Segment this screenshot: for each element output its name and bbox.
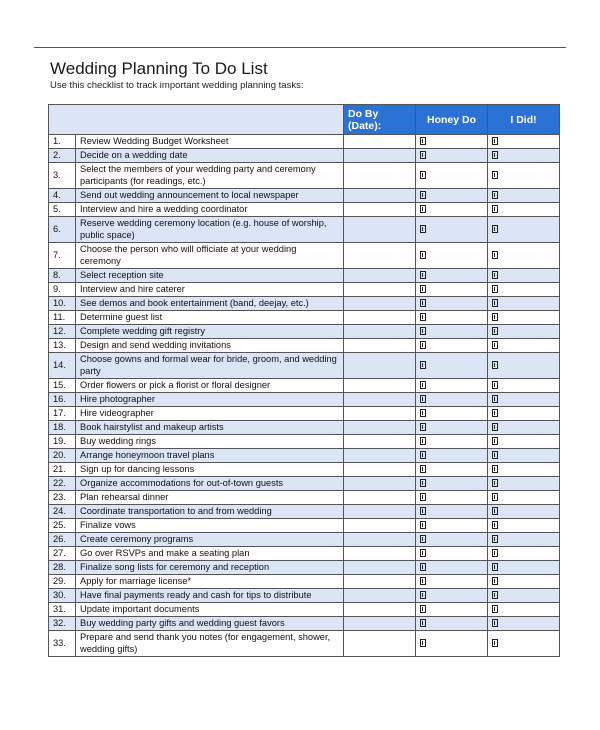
table-row [49, 269, 560, 283]
i-did-cell [488, 421, 560, 435]
task-number: 15. [49, 379, 76, 393]
do-by-date-cell[interactable] [344, 631, 416, 657]
task-number: 31. [49, 603, 76, 617]
table-row [49, 519, 560, 533]
do-by-date-cell[interactable] [344, 297, 416, 311]
task-number: 29. [49, 575, 76, 589]
table-row [49, 589, 560, 603]
honey-do-cell [416, 491, 488, 505]
i-did-checkbox-icon[interactable] [492, 409, 498, 417]
table-row [49, 449, 560, 463]
do-by-date-cell[interactable] [344, 379, 416, 393]
task-list [49, 135, 560, 657]
task-number: 26. [49, 533, 76, 547]
table-row [49, 203, 560, 217]
table-row [49, 297, 560, 311]
task-description: Choose the person who will officiate at your wedding ceremony [76, 243, 344, 269]
honey-do-checkbox-icon[interactable] [420, 535, 426, 543]
i-did-checkbox-icon[interactable] [492, 451, 498, 459]
honey-do-cell [416, 379, 488, 393]
do-by-date-cell[interactable] [344, 617, 416, 631]
i-did-cell [488, 477, 560, 491]
do-by-date-cell[interactable] [344, 203, 416, 217]
i-did-cell [488, 311, 560, 325]
task-description: Finalize song lists for ceremony and reception [76, 561, 344, 575]
honey-do-cell [416, 575, 488, 589]
task-description: Hire videographer [76, 407, 344, 421]
honey-do-cell [416, 269, 488, 283]
table-row [49, 533, 560, 547]
honey-do-checkbox-icon[interactable] [420, 271, 426, 279]
honey-do-cell [416, 547, 488, 561]
table-row [49, 561, 560, 575]
do-by-date-cell[interactable] [344, 491, 416, 505]
task-number: 20. [49, 449, 76, 463]
i-did-checkbox-icon[interactable] [492, 299, 498, 307]
i-did-cell [488, 325, 560, 339]
table-row [49, 617, 560, 631]
task-description: Send out wedding announcement to local newspaper [76, 189, 344, 203]
i-did-cell [488, 533, 560, 547]
honey-do-cell [416, 435, 488, 449]
task-number: 12. [49, 325, 76, 339]
honey-do-checkbox-icon[interactable] [420, 313, 426, 321]
do-by-date-cell[interactable] [344, 463, 416, 477]
i-did-checkbox-icon[interactable] [492, 591, 498, 599]
i-did-checkbox-icon[interactable] [492, 563, 498, 571]
i-did-checkbox-icon[interactable] [492, 423, 498, 431]
table-row [49, 463, 560, 477]
table-row [49, 407, 560, 421]
task-description: See demos and book entertainment (band, deejay, etc.) [76, 297, 344, 311]
honey-do-cell [416, 149, 488, 163]
do-by-date-cell[interactable] [344, 477, 416, 491]
honey-do-checkbox-icon[interactable] [420, 619, 426, 627]
task-number: 9. [49, 283, 76, 297]
i-did-cell [488, 339, 560, 353]
task-number: 21. [49, 463, 76, 477]
honey-do-cell [416, 533, 488, 547]
honey-do-cell [416, 311, 488, 325]
task-description: Prepare and send thank you notes (for engagement, shower, wedding gifts) [76, 631, 344, 657]
do-by-date-cell[interactable] [344, 533, 416, 547]
table-row [49, 379, 560, 393]
honey-do-checkbox-icon[interactable] [420, 361, 426, 369]
header-i-did: I Did! [488, 105, 560, 135]
task-description: Buy wedding rings [76, 435, 344, 449]
table-row [49, 491, 560, 505]
i-did-cell [488, 283, 560, 297]
honey-do-checkbox-icon[interactable] [420, 225, 426, 233]
honey-do-cell [416, 421, 488, 435]
do-by-date-cell[interactable] [344, 243, 416, 269]
i-did-checkbox-icon[interactable] [492, 605, 498, 613]
i-did-cell [488, 163, 560, 189]
i-did-cell [488, 491, 560, 505]
do-by-date-cell[interactable] [344, 449, 416, 463]
task-description: Review Wedding Budget Worksheet [76, 135, 344, 149]
i-did-cell [488, 379, 560, 393]
header-row [49, 105, 560, 135]
task-number: 32. [49, 617, 76, 631]
do-by-date-cell[interactable] [344, 561, 416, 575]
do-by-date-cell[interactable] [344, 269, 416, 283]
i-did-checkbox-icon[interactable] [492, 285, 498, 293]
task-description: Determine guest list [76, 311, 344, 325]
table-row [49, 547, 560, 561]
do-by-date-cell[interactable] [344, 575, 416, 589]
i-did-cell [488, 519, 560, 533]
i-did-cell [488, 575, 560, 589]
i-did-cell [488, 269, 560, 283]
table-row [49, 163, 560, 189]
table-row [49, 243, 560, 269]
do-by-date-cell[interactable] [344, 393, 416, 407]
honey-do-cell [416, 561, 488, 575]
i-did-checkbox-icon[interactable] [492, 191, 498, 199]
task-number: 5. [49, 203, 76, 217]
honey-do-checkbox-icon[interactable] [420, 465, 426, 473]
task-description: Decide on a wedding date [76, 149, 344, 163]
i-did-checkbox-icon[interactable] [492, 151, 498, 159]
honey-do-cell [416, 589, 488, 603]
honey-do-cell [416, 339, 488, 353]
task-description: Complete wedding gift registry [76, 325, 344, 339]
do-by-date-cell[interactable] [344, 163, 416, 189]
do-by-date-cell[interactable] [344, 217, 416, 243]
table-row [49, 217, 560, 243]
i-did-cell [488, 617, 560, 631]
table-row [49, 435, 560, 449]
honey-do-checkbox-icon[interactable] [420, 521, 426, 529]
task-description: Coordinate transportation to and from wedding [76, 505, 344, 519]
do-by-date-cell[interactable] [344, 589, 416, 603]
task-number: 25. [49, 519, 76, 533]
task-description: Sign up for dancing lessons [76, 463, 344, 477]
i-did-cell [488, 463, 560, 477]
task-description: Interview and hire a wedding coordinator [76, 203, 344, 217]
do-by-date-cell[interactable] [344, 505, 416, 519]
i-did-checkbox-icon[interactable] [492, 465, 498, 473]
i-did-cell [488, 547, 560, 561]
honey-do-checkbox-icon[interactable] [420, 563, 426, 571]
i-did-cell [488, 393, 560, 407]
i-did-cell [488, 589, 560, 603]
header-do-by: Do By (Date): [344, 105, 416, 135]
do-by-date-cell[interactable] [344, 547, 416, 561]
honey-do-cell [416, 217, 488, 243]
task-number: 11. [49, 311, 76, 325]
honey-do-cell [416, 505, 488, 519]
honey-do-checkbox-icon[interactable] [420, 191, 426, 199]
honey-do-cell [416, 463, 488, 477]
i-did-cell [488, 243, 560, 269]
i-did-cell [488, 631, 560, 657]
honey-do-checkbox-icon[interactable] [420, 151, 426, 159]
i-did-cell [488, 353, 560, 379]
task-description: Reserve wedding ceremony location (e.g. house of worship, public space) [76, 217, 344, 243]
table-row [49, 631, 560, 657]
task-description: Order flowers or pick a florist or floral designer [76, 379, 344, 393]
task-number: 24. [49, 505, 76, 519]
do-by-date-cell[interactable] [344, 311, 416, 325]
do-by-date-cell[interactable] [344, 519, 416, 533]
i-did-checkbox-icon[interactable] [492, 327, 498, 335]
honey-do-cell [416, 135, 488, 149]
table-row [49, 393, 560, 407]
honey-do-cell [416, 203, 488, 217]
do-by-date-cell[interactable] [344, 421, 416, 435]
table-row [49, 339, 560, 353]
i-did-checkbox-icon[interactable] [492, 479, 498, 487]
honey-do-checkbox-icon[interactable] [420, 605, 426, 613]
honey-do-checkbox-icon[interactable] [420, 507, 426, 515]
task-description: Have final payments ready and cash for tips to distribute [76, 589, 344, 603]
task-description: Hire photographer [76, 393, 344, 407]
task-number: 27. [49, 547, 76, 561]
table-row [49, 149, 560, 163]
honey-do-checkbox-icon[interactable] [420, 409, 426, 417]
i-did-cell [488, 135, 560, 149]
i-did-checkbox-icon[interactable] [492, 313, 498, 321]
task-description: Organize accommodations for out-of-town guests [76, 477, 344, 491]
i-did-cell [488, 203, 560, 217]
i-did-checkbox-icon[interactable] [492, 137, 498, 145]
honey-do-checkbox-icon[interactable] [420, 591, 426, 599]
i-did-cell [488, 561, 560, 575]
do-by-date-cell[interactable] [344, 353, 416, 379]
i-did-cell [488, 435, 560, 449]
task-number: 22. [49, 477, 76, 491]
task-description: Arrange honeymoon travel plans [76, 449, 344, 463]
i-did-checkbox-icon[interactable] [492, 171, 498, 179]
task-number: 2. [49, 149, 76, 163]
do-by-date-cell[interactable] [344, 283, 416, 297]
task-number: 17. [49, 407, 76, 421]
i-did-cell [488, 603, 560, 617]
honey-do-checkbox-icon[interactable] [420, 549, 426, 557]
table-row [49, 189, 560, 203]
i-did-cell [488, 407, 560, 421]
i-did-checkbox-icon[interactable] [492, 395, 498, 403]
honey-do-cell [416, 163, 488, 189]
do-by-date-cell[interactable] [344, 603, 416, 617]
do-by-date-cell[interactable] [344, 149, 416, 163]
task-description: Plan rehearsal dinner [76, 491, 344, 505]
i-did-cell [488, 449, 560, 463]
i-did-cell [488, 217, 560, 243]
task-number: 14. [49, 353, 76, 379]
task-description: Select the members of your wedding party and ceremony participants (for readings, etc.) [76, 163, 344, 189]
honey-do-cell [416, 353, 488, 379]
honey-do-checkbox-icon[interactable] [420, 327, 426, 335]
checklist-table [48, 104, 560, 657]
honey-do-checkbox-icon[interactable] [420, 451, 426, 459]
honey-do-checkbox-icon[interactable] [420, 479, 426, 487]
task-description: Go over RSVPs and make a seating plan [76, 547, 344, 561]
table-row [49, 505, 560, 519]
i-did-checkbox-icon[interactable] [492, 251, 498, 259]
task-number: 18. [49, 421, 76, 435]
task-description: Book hairstylist and makeup artists [76, 421, 344, 435]
table-row [49, 325, 560, 339]
honey-do-checkbox-icon[interactable] [420, 251, 426, 259]
table-row [49, 353, 560, 379]
honey-do-checkbox-icon[interactable] [420, 423, 426, 431]
i-did-checkbox-icon[interactable] [492, 381, 498, 389]
task-number: 33. [49, 631, 76, 657]
page-subtitle: Use this checklist to track important wedding planning tasks: [50, 80, 304, 91]
honey-do-checkbox-icon[interactable] [420, 381, 426, 389]
task-description: Update important documents [76, 603, 344, 617]
honey-do-cell [416, 477, 488, 491]
table-row [49, 135, 560, 149]
honey-do-cell [416, 297, 488, 311]
i-did-checkbox-icon[interactable] [492, 341, 498, 349]
task-number: 28. [49, 561, 76, 575]
table-row [49, 477, 560, 491]
i-did-checkbox-icon[interactable] [492, 437, 498, 445]
honey-do-checkbox-icon[interactable] [420, 137, 426, 145]
i-did-checkbox-icon[interactable] [492, 639, 498, 647]
i-did-cell [488, 189, 560, 203]
honey-do-cell [416, 519, 488, 533]
task-number: 3. [49, 163, 76, 189]
task-number: 7. [49, 243, 76, 269]
honey-do-checkbox-icon[interactable] [420, 395, 426, 403]
table-row [49, 603, 560, 617]
task-number: 10. [49, 297, 76, 311]
i-did-checkbox-icon[interactable] [492, 619, 498, 627]
honey-do-cell [416, 283, 488, 297]
task-description: Select reception site [76, 269, 344, 283]
honey-do-cell [416, 449, 488, 463]
honey-do-cell [416, 407, 488, 421]
honey-do-checkbox-icon[interactable] [420, 205, 426, 213]
honey-do-checkbox-icon[interactable] [420, 171, 426, 179]
do-by-date-cell[interactable] [344, 407, 416, 421]
task-description: Create ceremony programs [76, 533, 344, 547]
honey-do-checkbox-icon[interactable] [420, 299, 426, 307]
table-row [49, 575, 560, 589]
i-did-checkbox-icon[interactable] [492, 521, 498, 529]
honey-do-cell [416, 325, 488, 339]
i-did-checkbox-icon[interactable] [492, 361, 498, 369]
task-number: 30. [49, 589, 76, 603]
header-honey-do: Honey Do [416, 105, 488, 135]
task-number: 16. [49, 393, 76, 407]
i-did-checkbox-icon[interactable] [492, 577, 498, 585]
table-row [49, 311, 560, 325]
task-description: Buy wedding party gifts and wedding guest favors [76, 617, 344, 631]
task-number: 13. [49, 339, 76, 353]
honey-do-checkbox-icon[interactable] [420, 639, 426, 647]
task-description: Design and send wedding invitations [76, 339, 344, 353]
do-by-date-cell[interactable] [344, 189, 416, 203]
task-description: Apply for marriage license* [76, 575, 344, 589]
i-did-checkbox-icon[interactable] [492, 225, 498, 233]
top-divider [34, 47, 566, 48]
honey-do-cell [416, 243, 488, 269]
table-row [49, 283, 560, 297]
i-did-checkbox-icon[interactable] [492, 549, 498, 557]
honey-do-checkbox-icon[interactable] [420, 437, 426, 445]
i-did-checkbox-icon[interactable] [492, 507, 498, 515]
honey-do-checkbox-icon[interactable] [420, 285, 426, 293]
i-did-checkbox-icon[interactable] [492, 493, 498, 501]
task-number: 8. [49, 269, 76, 283]
task-number: 6. [49, 217, 76, 243]
do-by-date-cell[interactable] [344, 325, 416, 339]
honey-do-cell [416, 393, 488, 407]
header-blank [49, 105, 344, 135]
task-description: Choose gowns and formal wear for bride, groom, and wedding party [76, 353, 344, 379]
page-title: Wedding Planning To Do List [50, 59, 268, 78]
task-description: Interview and hire caterer [76, 283, 344, 297]
honey-do-checkbox-icon[interactable] [420, 341, 426, 349]
table-row [49, 421, 560, 435]
i-did-checkbox-icon[interactable] [492, 271, 498, 279]
i-did-checkbox-icon[interactable] [492, 535, 498, 543]
do-by-date-cell[interactable] [344, 435, 416, 449]
do-by-date-cell[interactable] [344, 135, 416, 149]
task-number: 4. [49, 189, 76, 203]
do-by-date-cell[interactable] [344, 339, 416, 353]
task-number: 1. [49, 135, 76, 149]
i-did-checkbox-icon[interactable] [492, 205, 498, 213]
honey-do-cell [416, 631, 488, 657]
task-number: 23. [49, 491, 76, 505]
honey-do-checkbox-icon[interactable] [420, 493, 426, 501]
task-number: 19. [49, 435, 76, 449]
honey-do-cell [416, 603, 488, 617]
i-did-cell [488, 149, 560, 163]
task-description: Finalize vows [76, 519, 344, 533]
honey-do-cell [416, 617, 488, 631]
honey-do-cell [416, 189, 488, 203]
i-did-cell [488, 297, 560, 311]
i-did-cell [488, 505, 560, 519]
honey-do-checkbox-icon[interactable] [420, 577, 426, 585]
